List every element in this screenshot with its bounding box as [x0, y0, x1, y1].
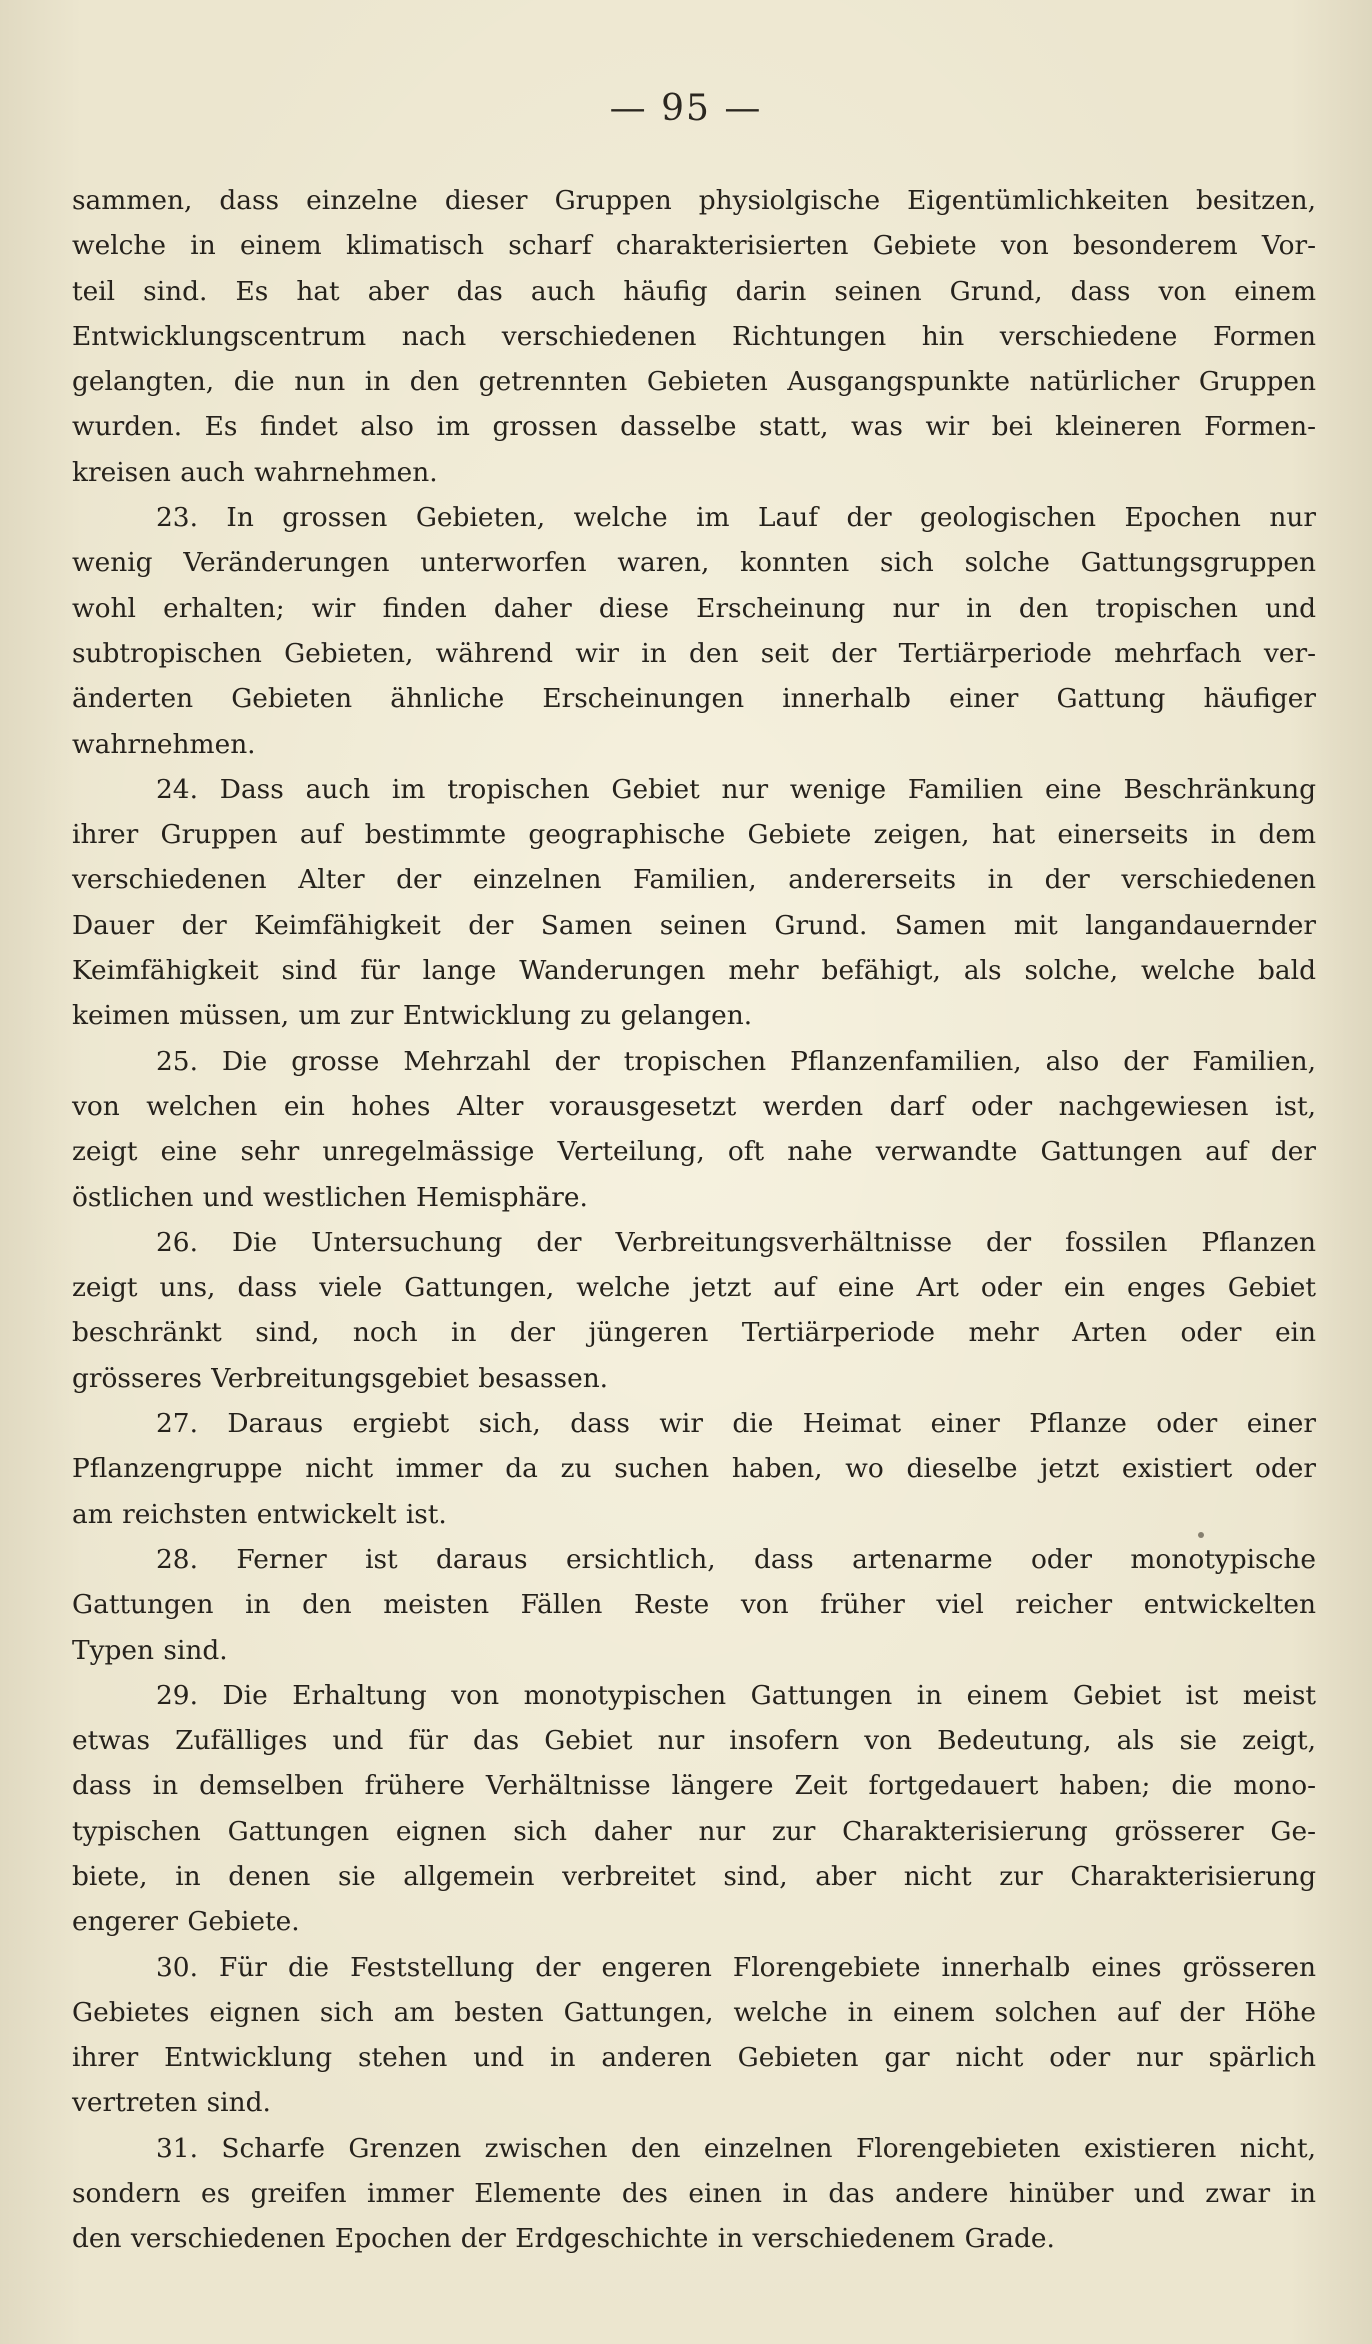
- text-line: Gebietes eignen sich am besten Gattungen, welche in einem solchen auf der Höhe: [72, 1996, 1316, 2028]
- text-line: grösseres Verbreitungsgebiet besassen.: [72, 1362, 609, 1394]
- text-line: ihrer Gruppen auf bestimmte geographische Gebiete zeigen, hat einerseits in dem: [72, 819, 1316, 851]
- text-line: sondern es greifen immer Elemente des einen in das andere hinüber und zwar in: [72, 2178, 1316, 2210]
- text-line: vertreten sind.: [72, 2087, 271, 2119]
- text-line: ihrer Entwicklung stehen und in anderen Gebieten gar nicht oder nur spärlich: [72, 2042, 1316, 2074]
- text-line: Keimfähigkeit sind für lange Wanderungen mehr befähigt, als solche, welche bald: [72, 955, 1316, 987]
- text-line: wenig Veränderungen unterworfen waren, konnten sich solche Gattungsgruppen: [72, 547, 1316, 579]
- text-line: keimen müssen, um zur Entwicklung zu gelangen.: [72, 1000, 753, 1032]
- text-line: am reichsten entwickelt ist.: [72, 1498, 447, 1530]
- text-line: 27. Daraus ergiebt sich, dass wir die Heimat einer Pflanze oder einer: [156, 1408, 1316, 1440]
- text-line: engerer Gebiete.: [72, 1906, 300, 1938]
- text-line: den verschiedenen Epochen der Erdgeschichte in verschiedenem Grade.: [72, 2223, 1055, 2255]
- text-line: 28. Ferner ist daraus ersichtlich, dass artenarme oder monotypische: [156, 1543, 1316, 1575]
- text-line: Gattungen in den meisten Fällen Reste von früher viel reicher entwickelten: [72, 1589, 1316, 1621]
- page-number: — 95 —: [609, 88, 763, 129]
- text-line: 30. Für die Feststellung der engeren Florengebiete innerhalb eines grösseren: [156, 1951, 1316, 1983]
- text-line: 31. Scharfe Grenzen zwischen den einzelnen Florengebieten existieren nicht,: [156, 2132, 1316, 2164]
- text-line: biete, in denen sie allgemein verbreitet sind, aber nicht zur Charakterisierung: [72, 1860, 1316, 1892]
- text-line: 29. Die Erhaltung von monotypischen Gattungen in einem Gebiet ist meist: [156, 1679, 1316, 1711]
- text-line: änderten Gebieten ähnliche Erscheinungen innerhalb einer Gattung häufiger: [72, 683, 1316, 715]
- text-line: östlichen und westlichen Hemisphäre.: [72, 1181, 588, 1213]
- text-line: dass in demselben frühere Verhältnisse längere Zeit fortgedauert haben; die mono-: [72, 1770, 1316, 1802]
- text-line: gelangten, die nun in den getrennten Gebieten Ausgangspunkte natürlicher Gruppen: [72, 366, 1316, 398]
- text-line: welche in einem klimatisch scharf charakterisierten Gebiete von besonderem Vor-: [72, 230, 1316, 262]
- text-line: zeigt uns, dass viele Gattungen, welche jetzt auf eine Art oder ein enges Gebiet: [72, 1272, 1316, 1304]
- text-line: 26. Die Untersuchung der Verbreitungsverhältnisse der fossilen Pflanzen: [156, 1226, 1316, 1258]
- text-line: wurden. Es findet also im grossen dasselbe statt, was wir bei kleineren Formen-: [72, 411, 1316, 443]
- ink-speck: [1198, 1532, 1204, 1538]
- text-line: kreisen auch wahrnehmen.: [72, 456, 438, 488]
- text-line: sammen, dass einzelne dieser Gruppen physiolgische Eigentümlichkeiten besitzen,: [72, 185, 1316, 216]
- text-line: 25. Die grosse Mehrzahl der tropischen Pflanzenfamilien, also der Familien,: [156, 1045, 1316, 1077]
- text-line: Dauer der Keimfähigkeit der Samen seinen Grund. Samen mit langandauernder: [72, 909, 1316, 941]
- text-line: 24. Dass auch im tropischen Gebiet nur wenige Familien eine Beschränkung: [156, 773, 1316, 805]
- text-line: etwas Zufälliges und für das Gebiet nur insofern von Bedeutung, als sie zeigt,: [72, 1725, 1316, 1757]
- text-line: beschränkt sind, noch in der jüngeren Tertiärperiode mehr Arten oder ein: [72, 1317, 1316, 1349]
- text-line: typischen Gattungen eignen sich daher nur zur Charakterisierung grösserer Ge-: [72, 1815, 1316, 1847]
- text-line: wahrnehmen.: [72, 728, 256, 760]
- text-line: 23. In grossen Gebieten, welche im Lauf der geologischen Epochen nur: [156, 502, 1316, 534]
- body-text: [72, 178, 1316, 2262]
- text-line: wohl erhalten; wir finden daher diese Erscheinung nur in den tropischen und: [72, 592, 1316, 624]
- text-line: Typen sind.: [72, 1634, 228, 1666]
- text-line: von welchen ein hohes Alter vorausgesetzt werden darf oder nachgewiesen ist,: [72, 1090, 1316, 1122]
- text-line: zeigt eine sehr unregelmässige Verteilung, oft nahe verwandte Gattungen auf der: [72, 1136, 1316, 1168]
- text-line: Entwicklungscentrum nach verschiedenen Richtungen hin verschiedene Formen: [72, 320, 1316, 352]
- text-line: subtropischen Gebieten, während wir in den seit der Tertiärperiode mehrfach ver-: [72, 637, 1316, 669]
- text-line: Pflanzengruppe nicht immer da zu suchen haben, wo dieselbe jetzt existiert oder: [72, 1453, 1316, 1485]
- text-line: verschiedenen Alter der einzelnen Familien, andererseits in der verschiedenen: [72, 864, 1316, 896]
- text-line: teil sind. Es hat aber das auch häufig darin seinen Grund, dass von einem: [72, 275, 1316, 307]
